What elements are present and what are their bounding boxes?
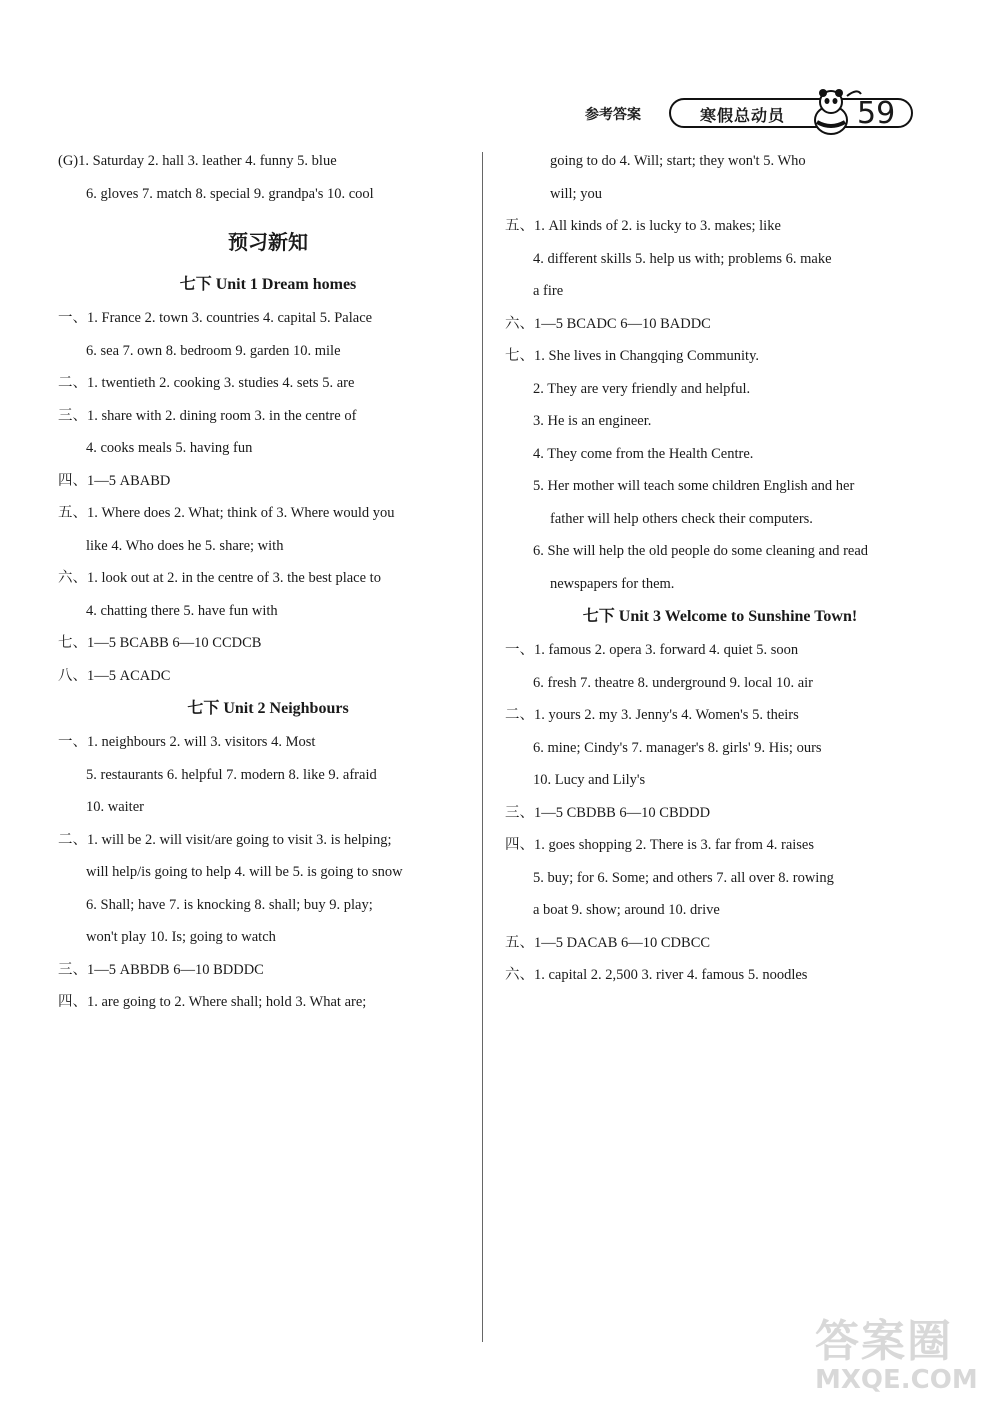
answer-line: (G)1. Saturday 2. hall 3. leather 4. funny 5. blue [58, 153, 337, 169]
watermark-logo [815, 1305, 995, 1400]
unit1-title: 七下 Unit 1 Dream homes [179, 276, 357, 293]
answer-line: 2. They are very friendly and helpful. [533, 380, 751, 397]
answer-line: 一、1. France 2. town 3. countries 4. capital 5. Palace [58, 310, 373, 326]
answer-line: 二、1. will be 2. will visit/are going to visit 3. is helping; [58, 831, 392, 848]
answer-line: 6. mine; Cindy's 7. manager's 8. girls' 9. His; ours [533, 739, 822, 756]
answer-line: 一、1. neighbours 2. will 3. visitors 4. Most [58, 734, 316, 750]
answer-line: 6. gloves 7. match 8. special 9. grandpa's 10. cool [86, 185, 374, 202]
section-title: 预习新知 [228, 230, 308, 254]
watermark-bottom: MXQE.COM [815, 1365, 978, 1395]
answer-line: 6. She will help the old people do some cleaning and read [533, 543, 869, 559]
answer-line: 5. Her mother will teach some children English and her [533, 478, 855, 494]
left-top-lines [58, 145, 478, 210]
answer-line: 三、1—5 ABBDB 6—10 BDDDC [58, 961, 264, 978]
header-label: 参考答案 [585, 107, 641, 123]
unit2-answers [58, 726, 478, 1019]
answer-line: father will help others check their computers. [550, 510, 813, 527]
answer-line: like 4. Who does he 5. share; with [86, 537, 284, 554]
answer-line: won't play 10. Is; going to watch [86, 929, 276, 945]
answer-line: 二、1. yours 2. my 3. Jenny's 4. Women's 5. theirs [505, 707, 799, 723]
watermark-top: 答案圈 [815, 1316, 953, 1367]
answer-line: 三、1—5 CBDBB 6—10 CBDDD [505, 804, 711, 821]
panda-mascot-icon [803, 86, 863, 138]
page-header [585, 96, 915, 140]
answer-line: 八、1—5 ACADC [58, 667, 171, 684]
answer-line: 五、1—5 DACAB 6—10 CDBCC [505, 934, 711, 951]
answer-line: 5. restaurants 6. helpful 7. modern 8. like 9. afraid [86, 766, 377, 783]
answer-line: 五、1. All kinds of 2. is lucky to 3. makes; like [505, 218, 781, 234]
answer-line: 4. They come from the Health Centre. [533, 445, 754, 462]
header-title: 寒假总动员 [700, 106, 786, 125]
answer-line: 六、1. capital 2. 2,500 3. river 4. famous 5. noodles [505, 967, 808, 983]
answer-line: going to do 4. Will; start; they won't 5. Who [550, 153, 806, 169]
answer-line: 四、1. goes shopping 2. There is 3. far from 4. raises [505, 837, 815, 853]
answer-line: 二、1. twentieth 2. cooking 3. studies 4. sets 5. are [58, 375, 355, 391]
answer-line: a boat 9. show; around 10. drive [533, 902, 720, 918]
answer-line: 四、1. are going to 2. Where shall; hold 3. What are; [58, 994, 367, 1010]
answer-line: 6. fresh 7. theatre 8. underground 9. local 10. air [533, 674, 813, 691]
answer-line: 10. Lucy and Lily's [533, 772, 646, 788]
answer-line: 五、1. Where does 2. What; think of 3. Where would you [58, 505, 395, 521]
answer-line: 六、1. look out at 2. in the centre of 3. the best place to [58, 570, 381, 586]
answer-line: 七、1. She lives in Changqing Community. [505, 348, 760, 364]
right-top-lines [505, 145, 935, 600]
answer-line: 一、1. famous 2. opera 3. forward 4. quiet 5. soon [505, 642, 799, 658]
answer-line: 三、1. share with 2. dining room 3. in the centre of [58, 407, 357, 424]
answer-line: 4. different skills 5. help us with; problems 6. make [533, 250, 832, 267]
unit3-answers [505, 634, 935, 992]
answer-line: newspapers for them. [550, 575, 675, 592]
answer-line: 4. chatting there 5. have fun with [86, 602, 278, 619]
answer-line: will help/is going to help 4. will be 5. is going to snow [86, 864, 403, 880]
answer-line: 七、1—5 BCABB 6—10 CCDCB [58, 635, 262, 651]
answer-line: 3. He is an engineer. [533, 413, 652, 429]
answer-line: a fire [533, 283, 564, 299]
page-number: 59 [857, 96, 896, 131]
unit3-title: 七下 Unit 3 Welcome to Sunshine Town! [582, 608, 858, 625]
answer-line: 6. sea 7. own 8. bedroom 9. garden 10. mile [86, 342, 341, 359]
answer-line: 4. cooks meals 5. having fun [86, 440, 253, 456]
left-column [58, 145, 478, 1019]
answer-line: 六、1—5 BCADC 6—10 BADDC [505, 315, 711, 332]
answer-line: 5. buy; for 6. Some; and others 7. all over 8. rowing [533, 869, 834, 886]
answer-line: 四、1—5 ABABD [58, 472, 171, 489]
answer-line: 6. Shall; have 7. is knocking 8. shall; buy 9. play; [86, 896, 373, 913]
unit1-answers [58, 302, 478, 692]
unit2-title: 七下 Unit 2 Neighbours [187, 700, 349, 717]
answer-line: will; you [550, 185, 602, 202]
column-divider [482, 152, 483, 1342]
answer-line: 10. waiter [86, 799, 144, 815]
right-column [505, 145, 935, 992]
